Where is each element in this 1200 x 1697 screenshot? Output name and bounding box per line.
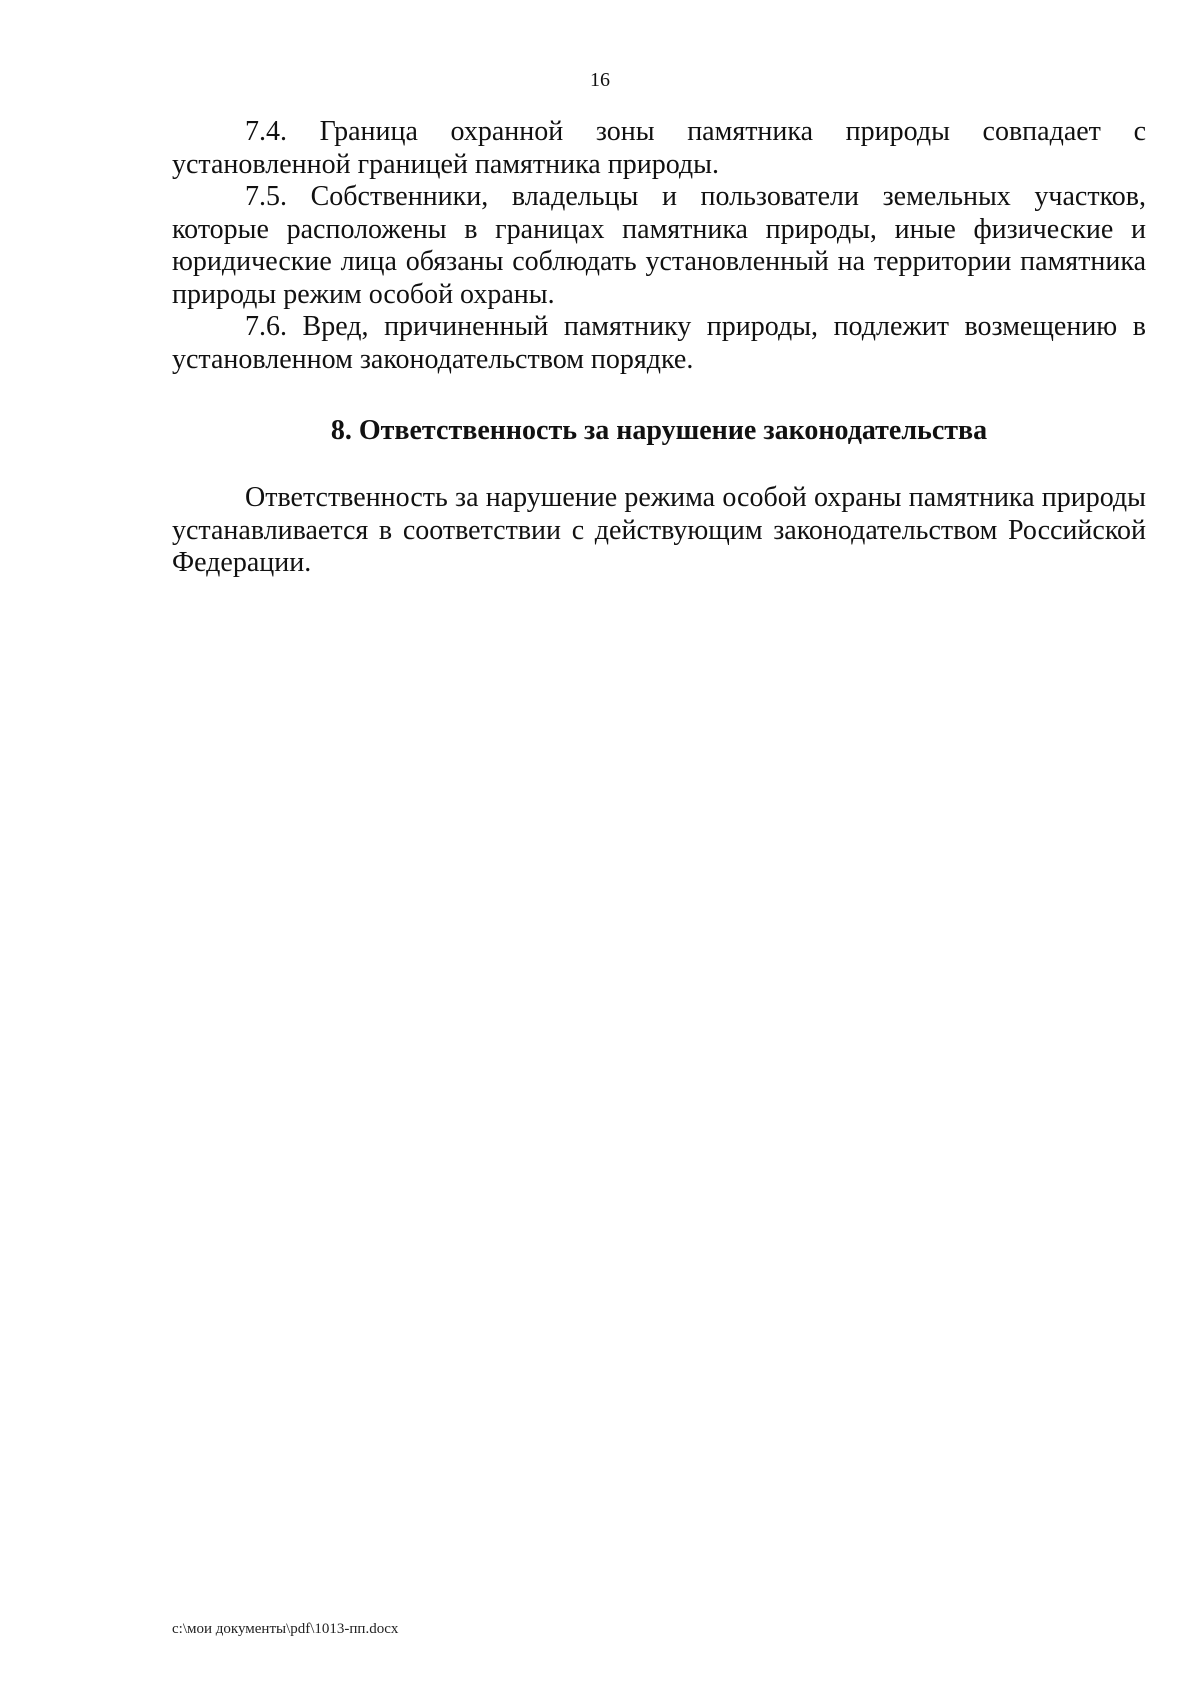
document-body: [172, 116, 1146, 580]
page-number: 16: [590, 69, 610, 91]
paragraph-8-body: Ответственность за нарушение режима особой охраны памятника природы устанавливается в соответствии с действующим законодательством Российской Федерации.: [172, 482, 1146, 578]
paragraph-7-6: 7.6. Вред, причиненный памятнику природы, подлежит возмещению в установленном законодательством порядке.: [172, 311, 1146, 375]
paragraph-7-4: 7.4. Граница охранной зоны памятника природы совпадает с установленной границей памятника природы.: [172, 116, 1146, 180]
footer-file-path: c:\мои документы\pdf\1013-пп.docx: [172, 1621, 399, 1637]
paragraph-7-5: 7.5. Собственники, владельцы и пользователи земельных участков, которые расположены в границах памятника природы, иные физические и юридические лица обязаны соблюдать установленный на территории памятника природы режим особой охраны.: [172, 181, 1146, 310]
section-8-title: 8. Ответственность за нарушение законодательства: [330, 415, 988, 446]
